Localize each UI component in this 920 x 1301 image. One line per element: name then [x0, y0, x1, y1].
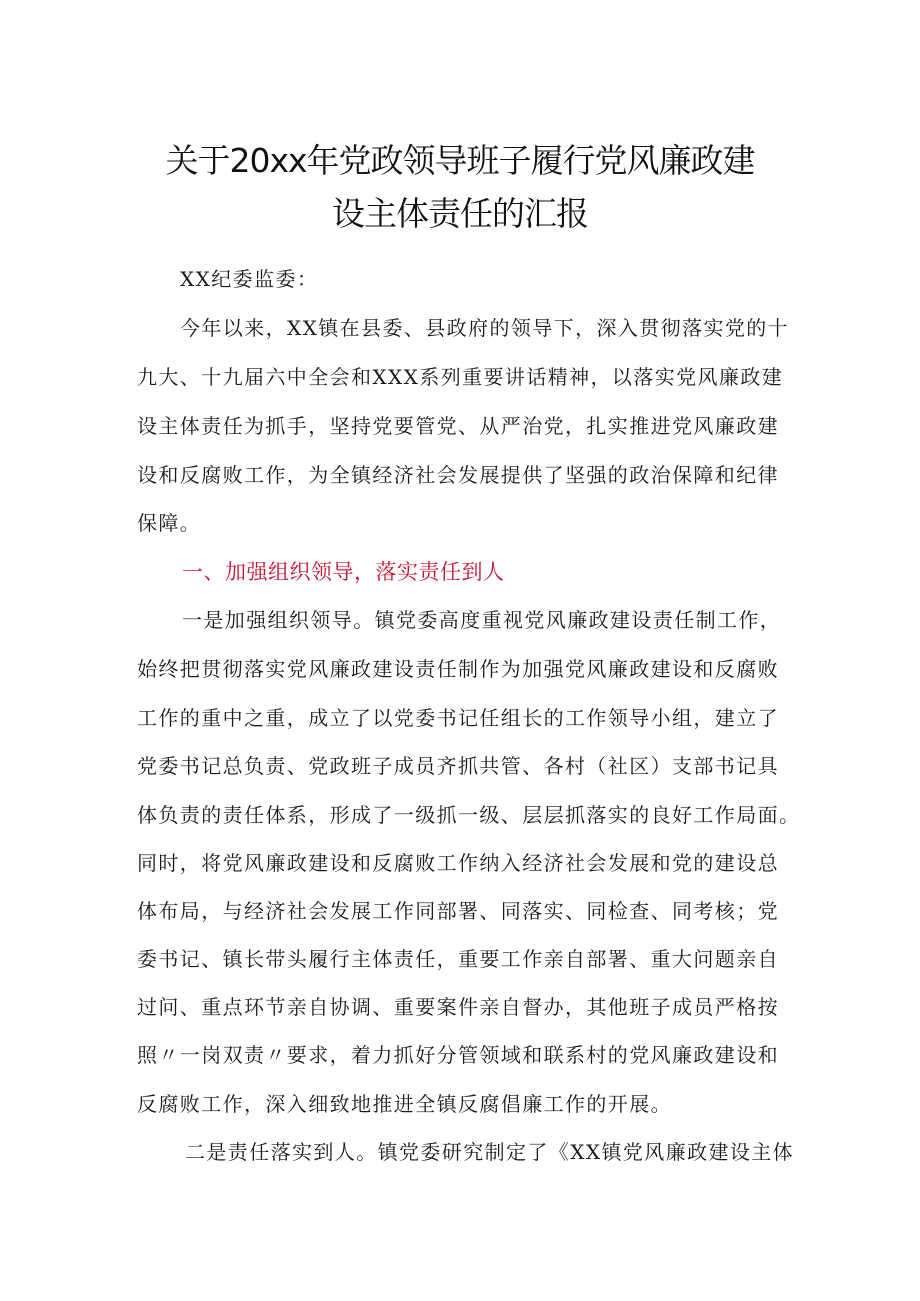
section-heading: 一、加强组织领导，落实责任到人	[182, 560, 505, 584]
paragraph-line: 党委书记总负责、党政班子成员齐抓共管、各村（社区）支部书记具	[137, 754, 779, 778]
paragraph-line: 工作的重中之重，成立了以党委书记任组长的工作领导小组，建立了	[137, 706, 779, 730]
document-title-line-1: 关于20xx年党政领导班子履行党风廉政建	[165, 141, 755, 180]
paragraph-line: 照〃一岗双责〃要求，着力抓好分管领域和联系村的党风廉政建设和	[137, 1043, 779, 1067]
paragraph-line: 二是责任落实到人。镇党委研究制定了《XX镇党风廉政建设主体	[185, 1140, 795, 1164]
paragraph-line: 始终把贯彻落实党风廉政建设责任制作为加强党风廉政建设和反腐败	[137, 657, 779, 681]
salutation: XX纪委监委：	[180, 267, 319, 291]
intro-line: 设主体责任为抓手，坚持党要管党、从严治党，扎实推进党风廉政建	[137, 414, 779, 438]
paragraph-line: 反腐败工作，深入细致地推进全镇反腐倡廉工作的开展。	[137, 1092, 672, 1116]
paragraph-line: 过问、重点环节亲自协调、重要案件亲自督办，其他班子成员严格按	[137, 995, 779, 1019]
paragraph-line: 一是加强组织领导。镇党委高度重视党风廉政建设责任制工作，	[182, 608, 782, 632]
paragraph-line: 委书记、镇长带头履行主体责任，重要工作亲自部署、重大问题亲自	[137, 947, 779, 971]
document-title-line-2: 设主体责任的汇报	[332, 194, 588, 233]
intro-line: 九大、十九届六中全会和XXX系列重要讲话精神，以落实党风廉政建	[137, 365, 784, 389]
paragraph-line: 同时，将党风廉政建设和反腐败工作纳入经济社会发展和党的建设总	[137, 851, 779, 875]
paragraph-line: 体负责的责任体系，形成了一级抓一级、层层抓落实的良好工作局面。	[137, 803, 801, 827]
intro-line: 保障。	[137, 511, 202, 535]
intro-line: 今年以来，XX镇在县委、县政府的领导下，深入贯彻落实党的十	[180, 316, 790, 340]
intro-line: 设和反腐败工作，为全镇经济社会发展提供了坚强的政治保障和纪律	[137, 463, 779, 487]
paragraph-line: 体布局，与经济社会发展工作同部署、同落实、同检查、同考核；党	[137, 899, 779, 923]
